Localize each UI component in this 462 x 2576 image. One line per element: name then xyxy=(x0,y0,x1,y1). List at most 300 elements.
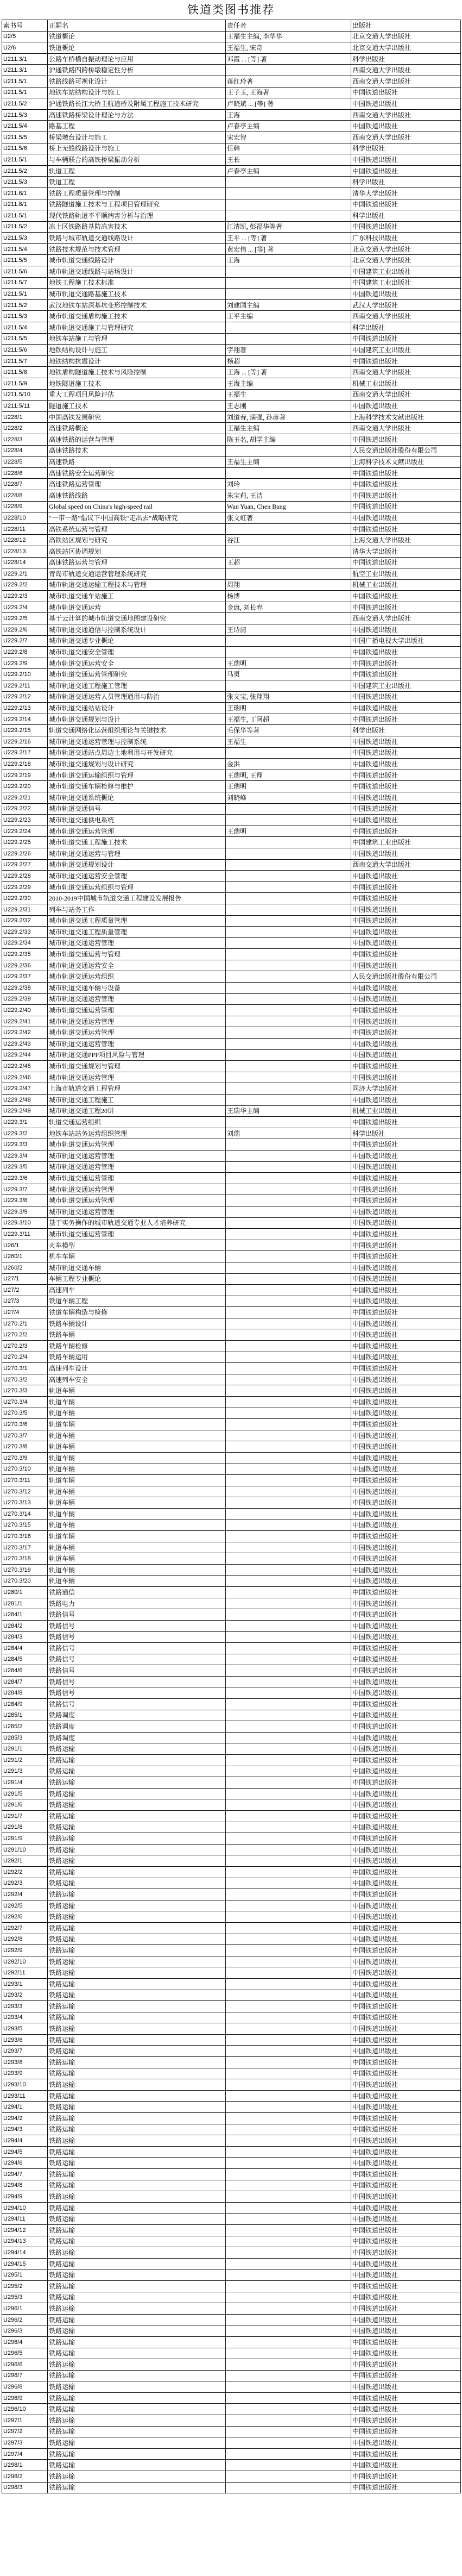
table-row xyxy=(2,2158,461,2169)
table-row xyxy=(2,1016,461,1027)
publisher-cell: 中国建筑工业出版社 xyxy=(351,837,461,848)
table-row xyxy=(2,1217,461,1229)
table-row xyxy=(2,1833,461,1845)
column-header-title: 正题名 xyxy=(48,20,226,32)
call-number-cell: U292/4 xyxy=(2,1889,48,1900)
call-number-cell: U229.2/4 xyxy=(2,602,48,613)
publisher-cell: 中国铁道出版社 xyxy=(351,1609,461,1621)
title-cell: 轨道车辆 xyxy=(48,1575,226,1587)
publisher-cell: 科学出版社 xyxy=(351,177,461,188)
table-row xyxy=(2,109,461,121)
author-cell: 刘瑞 xyxy=(226,1128,351,1139)
call-number-cell: U229.2/41 xyxy=(2,1016,48,1027)
author-cell xyxy=(226,1240,351,1251)
title-cell: 基于实务操作的城市轨道交通专业人才培养研究 xyxy=(48,1217,226,1229)
table-row xyxy=(2,2012,461,2023)
table-row xyxy=(2,1039,461,1050)
table-row xyxy=(2,333,461,345)
table-row xyxy=(2,949,461,960)
author-cell: 王诗清 xyxy=(226,624,351,636)
publisher-cell: 中国铁道出版社 xyxy=(351,2292,461,2303)
book-table xyxy=(2,20,461,2493)
author-cell xyxy=(226,1811,351,1822)
author-cell: 任韩 xyxy=(226,143,351,154)
title-cell: 城市轨道交通运营组织 xyxy=(48,971,226,983)
author-cell xyxy=(226,1397,351,1408)
title-cell: 高速铁路 xyxy=(48,457,226,468)
table-row xyxy=(2,1575,461,1587)
title-cell: 上海市轨道交通工程管理 xyxy=(48,1083,226,1095)
call-number-cell: U294/2 xyxy=(2,2113,48,2124)
table-row xyxy=(2,1766,461,1777)
publisher-cell: 中国铁道出版社 xyxy=(351,1341,461,1352)
title-cell: 铁路车辆设计 xyxy=(48,1318,226,1329)
author-cell xyxy=(226,2415,351,2427)
call-number-cell: U293/4 xyxy=(2,2012,48,2023)
call-number-cell: U270.3/10 xyxy=(2,1464,48,1475)
table-row xyxy=(2,1788,461,1799)
title-cell: 铁路运输 xyxy=(48,2001,226,2012)
table-row xyxy=(2,2146,461,2158)
table-row xyxy=(2,1553,461,1565)
title-cell: 铁道工程 xyxy=(48,177,226,188)
call-number-cell: U296/9 xyxy=(2,2392,48,2404)
author-cell: 邓霞 ... [等] 著 xyxy=(226,53,351,65)
call-number-cell: U228/1 xyxy=(2,411,48,423)
title-cell: 轨道车辆 xyxy=(48,1475,226,1486)
author-cell xyxy=(226,1732,351,1743)
publisher-cell: 中国铁道出版社 xyxy=(351,669,461,680)
author-cell xyxy=(226,1195,351,1206)
table-row xyxy=(2,2404,461,2415)
publisher-cell: 中国铁道出版社 xyxy=(351,1822,461,1833)
publisher-cell: 中国铁道出版社 xyxy=(351,1721,461,1733)
author-cell xyxy=(226,1978,351,1990)
call-number-cell: U294/6 xyxy=(2,2158,48,2169)
publisher-cell: 中国铁道出版社 xyxy=(351,703,461,714)
author-cell xyxy=(226,333,351,345)
title-cell: 铁路车辆运用 xyxy=(48,1352,226,1363)
author-cell xyxy=(226,568,351,580)
call-number-cell: U211.5/8 xyxy=(2,367,48,378)
call-number-cell: U293/11 xyxy=(2,2090,48,2102)
author-cell xyxy=(226,322,351,334)
publisher-cell: 中国铁道出版社 xyxy=(351,121,461,132)
title-cell: 高速铁路的运营与管理 xyxy=(48,434,226,445)
title-cell: 铁路运输 xyxy=(48,2280,226,2292)
author-cell xyxy=(226,2169,351,2180)
title-cell: 轨道车辆 xyxy=(48,1385,226,1397)
title-cell: 城市轨道交通运营管理与控制系统 xyxy=(48,736,226,748)
author-cell xyxy=(226,2359,351,2371)
publisher-cell: 中国铁道出版社 xyxy=(351,1005,461,1016)
publisher-cell: 中国铁道出版社 xyxy=(351,2068,461,2079)
publisher-cell: 西南交通大学出版社 xyxy=(351,132,461,143)
call-number-cell: U297/2 xyxy=(2,2426,48,2437)
table-row xyxy=(2,154,461,166)
title-cell: 城市轨道交通运营安全 xyxy=(48,658,226,669)
author-cell: 王瑞明 xyxy=(226,658,351,669)
title-cell: 铁路运输 xyxy=(48,1945,226,1956)
table-row xyxy=(2,557,461,568)
publisher-cell: 中国铁道出版社 xyxy=(351,1206,461,1217)
call-number-cell: U229.2/8 xyxy=(2,647,48,658)
publisher-cell: 中国铁道出版社 xyxy=(351,2214,461,2225)
call-number-cell: U211.5/4 xyxy=(2,322,48,334)
publisher-cell: 中国铁道出版社 xyxy=(351,1990,461,2001)
call-number-cell: U297/4 xyxy=(2,2448,48,2460)
table-row xyxy=(2,434,461,445)
call-number-cell: U228/4 xyxy=(2,445,48,457)
author-cell xyxy=(226,2370,351,2381)
call-number-cell: U293/5 xyxy=(2,2023,48,2035)
call-number-cell: U229.2/27 xyxy=(2,859,48,871)
publisher-cell: 中国铁道出版社 xyxy=(351,770,461,781)
call-number-cell: U296/3 xyxy=(2,2325,48,2337)
publisher-cell: 中国铁道出版社 xyxy=(351,199,461,210)
call-number-cell: U211.5/6 xyxy=(2,345,48,356)
title-cell: 城市轨道交通线路与站场设计 xyxy=(48,266,226,278)
author-cell xyxy=(226,1542,351,1553)
title-cell: 轨道车辆 xyxy=(48,1497,226,1509)
publisher-cell: 中国铁道出版社 xyxy=(351,2169,461,2180)
table-row xyxy=(2,1061,461,1072)
table-row xyxy=(2,1665,461,1677)
title-cell: 铁路运输 xyxy=(48,2269,226,2281)
table-row xyxy=(2,1598,461,1609)
title-cell: 轨道车辆 xyxy=(48,1430,226,1441)
publisher-cell: 中国铁道出版社 xyxy=(351,1307,461,1318)
publisher-cell: 中国铁道出版社 xyxy=(351,1016,461,1027)
author-cell xyxy=(226,613,351,624)
publisher-cell: 武汉大学出版社 xyxy=(351,299,461,311)
title-cell: 铁路技术规范与技术管理 xyxy=(48,243,226,255)
call-number-cell: U270.3/1 xyxy=(2,1363,48,1374)
publisher-cell: 中国铁道出版社 xyxy=(351,1161,461,1173)
author-cell: 王超 xyxy=(226,557,351,568)
table-row xyxy=(2,535,461,546)
title-cell: 车辆工程专业概论 xyxy=(48,1273,226,1285)
title-cell: 轨道车辆 xyxy=(48,1453,226,1464)
publisher-cell: 中国铁道出版社 xyxy=(351,1240,461,1251)
call-number-cell: U292/6 xyxy=(2,1911,48,1923)
author-cell xyxy=(226,747,351,759)
table-row xyxy=(2,255,461,266)
title-cell: 铁路运输 xyxy=(48,1967,226,1979)
call-number-cell: U211.5/1 xyxy=(2,87,48,98)
table-row xyxy=(2,2202,461,2214)
author-cell xyxy=(226,2124,351,2135)
title-cell: 地铁盾构隧道施工技术与风险控制 xyxy=(48,367,226,378)
publisher-cell: 清华大学出版社 xyxy=(351,546,461,557)
publisher-cell: 中国铁道出版社 xyxy=(351,1195,461,1206)
author-cell xyxy=(226,937,351,949)
table-row xyxy=(2,2180,461,2191)
publisher-cell: 中国铁道出版社 xyxy=(351,993,461,1005)
title-cell: 铁路运输 xyxy=(48,1855,226,1867)
call-number-cell: U229.2/37 xyxy=(2,971,48,983)
title-cell: 铁路运输 xyxy=(48,2314,226,2325)
column-header-author: 责任者 xyxy=(226,20,351,32)
call-number-cell: U229.2/47 xyxy=(2,1083,48,1095)
table-row xyxy=(2,233,461,244)
table-row xyxy=(2,1464,461,1475)
title-cell: 城市轨道交通供电系统 xyxy=(48,815,226,826)
call-number-cell: U270.2/4 xyxy=(2,1352,48,1363)
author-cell xyxy=(226,1755,351,1766)
publisher-cell: 中国铁道出版社 xyxy=(351,1318,461,1329)
table-row xyxy=(2,1587,461,1598)
table-row xyxy=(2,1374,461,1385)
publisher-cell: 中国铁道出版社 xyxy=(351,1934,461,1945)
publisher-cell: 中国铁道出版社 xyxy=(351,2392,461,2404)
title-cell: 铁路运输 xyxy=(48,2068,226,2079)
author-cell xyxy=(226,2158,351,2169)
author-cell xyxy=(226,199,351,210)
table-row xyxy=(2,2336,461,2348)
table-row xyxy=(2,1195,461,1206)
call-number-cell: U296/10 xyxy=(2,2404,48,2415)
table-row xyxy=(2,177,461,188)
table-row xyxy=(2,1240,461,1251)
call-number-cell: U292/8 xyxy=(2,1934,48,1945)
author-cell xyxy=(226,2325,351,2337)
publisher-cell: 北京交通大学出版社 xyxy=(351,243,461,255)
publisher-cell: 中国铁道出版社 xyxy=(351,960,461,971)
publisher-cell: 中国铁道出版社 xyxy=(351,2359,461,2371)
call-number-cell: U211.5/4 xyxy=(2,121,48,132)
call-number-cell: U292/3 xyxy=(2,1878,48,1889)
author-cell: 杨超 xyxy=(226,355,351,367)
publisher-cell: 中国铁道出版社 xyxy=(351,2046,461,2057)
title-cell: 轨道车辆 xyxy=(48,1464,226,1475)
title-cell: 铁路信号 xyxy=(48,1620,226,1631)
title-cell: 铁道概论 xyxy=(48,42,226,54)
table-row xyxy=(2,1083,461,1095)
publisher-cell: 中国铁道出版社 xyxy=(351,1967,461,1979)
call-number-cell: U296/6 xyxy=(2,2359,48,2371)
title-cell: 铁路运输 xyxy=(48,2057,226,2068)
author-cell: 王海 ... [等] 著 xyxy=(226,367,351,378)
table-row xyxy=(2,501,461,512)
table-row xyxy=(2,736,461,748)
title-cell: 铁路运输 xyxy=(48,1911,226,1923)
table-row xyxy=(2,2381,461,2393)
author-cell xyxy=(226,1061,351,1072)
publisher-cell: 中国铁道出版社 xyxy=(351,1329,461,1341)
publisher-cell: 中国铁道出版社 xyxy=(351,1061,461,1072)
author-cell xyxy=(226,1273,351,1285)
author-cell: 王福生 xyxy=(226,736,351,748)
publisher-cell: 中国铁道出版社 xyxy=(351,1352,461,1363)
author-cell xyxy=(226,837,351,848)
call-number-cell: U293/2 xyxy=(2,1990,48,2001)
author-cell xyxy=(226,2392,351,2404)
table-row xyxy=(2,2046,461,2057)
author-cell xyxy=(226,848,351,859)
publisher-cell: 机械工业出版社 xyxy=(351,579,461,591)
title-cell: 城市轨道交通盾构施工技术 xyxy=(48,311,226,322)
call-number-cell: U211.5/7 xyxy=(2,355,48,367)
publisher-cell: 中国铁道出版社 xyxy=(351,1631,461,1643)
table-row xyxy=(2,2214,461,2225)
call-number-cell: U293/10 xyxy=(2,2079,48,2091)
call-number-cell: U229.2/24 xyxy=(2,826,48,837)
title-cell: 铁路运输 xyxy=(48,2169,226,2180)
author-cell xyxy=(226,1352,351,1363)
table-row xyxy=(2,983,461,994)
table-row xyxy=(2,199,461,210)
table-row xyxy=(2,725,461,736)
call-number-cell: U27/3 xyxy=(2,1296,48,1307)
author-cell: 蒋红玲著 xyxy=(226,76,351,87)
call-number-cell: U211.5/2 xyxy=(2,221,48,233)
title-cell: 铁道车辆工程 xyxy=(48,1296,226,1307)
table-row xyxy=(2,1329,461,1341)
table-row xyxy=(2,322,461,334)
title-cell: 城市轨道交通运营管理 xyxy=(48,1161,226,1173)
table-row xyxy=(2,1307,461,1318)
author-cell xyxy=(226,1173,351,1184)
call-number-cell: U228/9 xyxy=(2,501,48,512)
author-cell xyxy=(226,1285,351,1296)
title-cell: 铁道概论 xyxy=(48,31,226,42)
author-cell xyxy=(226,1117,351,1128)
call-number-cell: U270.3/8 xyxy=(2,1441,48,1453)
table-row xyxy=(2,299,461,311)
publisher-cell: 中国铁道出版社 xyxy=(351,815,461,826)
call-number-cell: U294/9 xyxy=(2,2191,48,2203)
title-cell: 桥梁墩台设计与施工 xyxy=(48,132,226,143)
call-number-cell: U284/8 xyxy=(2,1687,48,1699)
publisher-cell: 中国铁道出版社 xyxy=(351,1363,461,1374)
author-cell xyxy=(226,904,351,915)
publisher-cell: 中国铁道出版社 xyxy=(351,714,461,725)
author-cell: 周翔 xyxy=(226,579,351,591)
table-row xyxy=(2,76,461,87)
call-number-cell: U211.5/2 xyxy=(2,165,48,177)
publisher-cell: 人民交通出版社股份有限公司 xyxy=(351,971,461,983)
author-cell xyxy=(226,2057,351,2068)
table-row xyxy=(2,1486,461,1497)
title-cell: 铁路运输 xyxy=(48,2202,226,2214)
title-cell: 沪通铁路长江大桥主航道桥及附属工程施工技术研究 xyxy=(48,98,226,110)
title-cell: 公路车桥横自振动理论与应用 xyxy=(48,53,226,65)
table-row xyxy=(2,2426,461,2437)
call-number-cell: U294/1 xyxy=(2,2102,48,2113)
publisher-cell: 中国铁道出版社 xyxy=(351,927,461,938)
title-cell: 高速铁路技术 xyxy=(48,445,226,457)
table-row xyxy=(2,1385,461,1397)
title-cell: 城市轨道交通运营管理 xyxy=(48,1027,226,1039)
author-cell xyxy=(226,1531,351,1542)
title-cell: 铁路运输 xyxy=(48,2224,226,2236)
author-cell xyxy=(226,1027,351,1039)
publisher-cell: 中国铁道出版社 xyxy=(351,2057,461,2068)
author-cell: 王平主编 xyxy=(226,311,351,322)
table-row xyxy=(2,2348,461,2359)
call-number-cell: U229.2/12 xyxy=(2,691,48,703)
call-number-cell: U294/5 xyxy=(2,2146,48,2158)
author-cell xyxy=(226,1844,351,1855)
publisher-cell: 中国铁道出版社 xyxy=(351,1486,461,1497)
table-row xyxy=(2,65,461,76)
author-cell xyxy=(226,2404,351,2415)
table-row xyxy=(2,568,461,580)
author-cell xyxy=(226,1049,351,1061)
publisher-cell: 中国铁道出版社 xyxy=(351,1441,461,1453)
table-row xyxy=(2,714,461,725)
title-cell: 城市轨道交通工程20讲 xyxy=(48,1105,226,1117)
author-cell: 王子玉, 王海著 xyxy=(226,87,351,98)
call-number-cell: U211.3/1 xyxy=(2,53,48,65)
call-number-cell: U293/1 xyxy=(2,1978,48,1990)
publisher-cell: 中国铁道出版社 xyxy=(351,2415,461,2427)
call-number-cell: U229.3/11 xyxy=(2,1229,48,1240)
table-row xyxy=(2,277,461,289)
title-cell: 铁路运输 xyxy=(48,2381,226,2393)
author-cell xyxy=(226,960,351,971)
title-cell: 高铁站区协调规划 xyxy=(48,546,226,557)
table-row xyxy=(2,1251,461,1262)
title-cell: 高速铁路安全运营研究 xyxy=(48,467,226,479)
call-number-cell: U228/3 xyxy=(2,434,48,445)
table-row xyxy=(2,87,461,98)
call-number-cell: U291/1 xyxy=(2,1743,48,1755)
author-cell xyxy=(226,1184,351,1195)
publisher-cell: 中国铁道出版社 xyxy=(351,647,461,658)
title-cell: 铁路运输 xyxy=(48,2046,226,2057)
table-row xyxy=(2,1699,461,1710)
author-cell xyxy=(226,1486,351,1497)
table-row xyxy=(2,31,461,42)
author-cell xyxy=(226,1016,351,1027)
publisher-cell: 中国铁道出版社 xyxy=(351,1184,461,1195)
author-cell: 王瑞明 xyxy=(226,826,351,837)
publisher-cell: 中国铁道出版社 xyxy=(351,658,461,669)
publisher-cell: 中国铁道出版社 xyxy=(351,2247,461,2259)
publisher-cell: 上海交通大学出版社 xyxy=(351,535,461,546)
call-number-cell: U294/14 xyxy=(2,2247,48,2259)
author-cell xyxy=(226,2001,351,2012)
table-row xyxy=(2,53,461,65)
title-cell: 铁路信号 xyxy=(48,1643,226,1654)
title-cell: 铁路运输 xyxy=(48,2034,226,2046)
title-cell: 铁路运输 xyxy=(48,1978,226,1990)
call-number-cell: U292/10 xyxy=(2,1956,48,1967)
call-number-cell: U229.2/29 xyxy=(2,881,48,893)
publisher-cell: 中国铁道出版社 xyxy=(351,1766,461,1777)
call-number-cell: U296/5 xyxy=(2,2348,48,2359)
table-row xyxy=(2,881,461,893)
author-cell xyxy=(226,1990,351,2001)
publisher-cell: 中国铁道出版社 xyxy=(351,1945,461,1956)
title-cell: 城市轨道交通运营管理 xyxy=(48,937,226,949)
title-cell: 铁路运输 xyxy=(48,2214,226,2225)
call-number-cell: U229.2/2 xyxy=(2,579,48,591)
publisher-cell: 中国铁道出版社 xyxy=(351,1788,461,1799)
title-cell: 火车模型 xyxy=(48,1240,226,1251)
call-number-cell: U293/3 xyxy=(2,2001,48,2012)
author-cell xyxy=(226,993,351,1005)
author-cell xyxy=(226,2236,351,2247)
publisher-cell: 中国铁道出版社 xyxy=(351,401,461,412)
title-cell: 地铁隧道施工技术 xyxy=(48,378,226,390)
call-number-cell: U228/2 xyxy=(2,423,48,434)
call-number-cell: U294/11 xyxy=(2,2214,48,2225)
publisher-cell: 中国铁道出版社 xyxy=(351,87,461,98)
call-number-cell: U229.2/44 xyxy=(2,1049,48,1061)
